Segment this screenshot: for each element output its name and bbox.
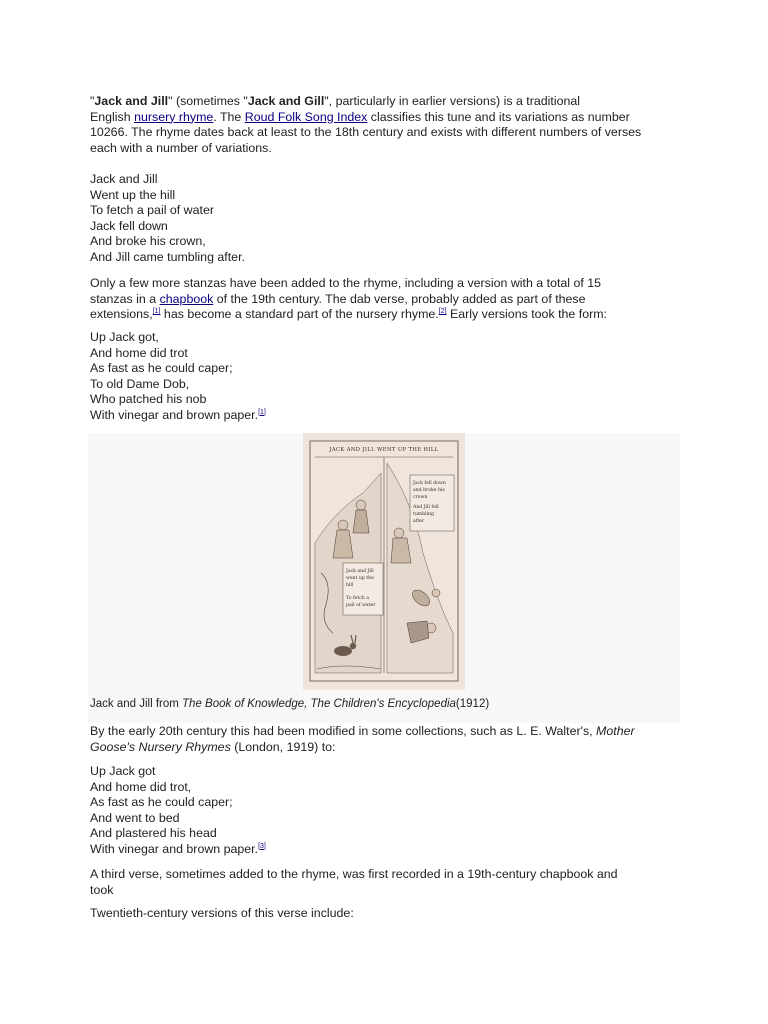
link-nursery-rhyme[interactable]: nursery rhyme <box>134 109 214 124</box>
panel-right-line: crown <box>413 495 428 500</box>
panel-right-line: Jack fell down <box>413 481 446 486</box>
verse-2 <box>90 330 686 423</box>
verse-line: And went to bed <box>90 810 180 825</box>
verse-line: Jack and Jill <box>90 172 158 186</box>
para-text: has become a standard part of the nursery rhyme. <box>160 307 439 321</box>
figure-caption <box>90 697 489 711</box>
ref-1-link[interactable]: [1] <box>258 408 266 416</box>
panel-left-line: To fetch a <box>346 596 369 601</box>
link-chapbook[interactable]: chapbook <box>159 291 214 306</box>
para-text: A third verse, sometimes added to the rhyme, was first recorded in a 19th-century chapbook and <box>90 867 618 881</box>
verse-line: To old Dame Dob, <box>90 376 190 391</box>
verse-line: As fast as he could caper; <box>90 361 233 375</box>
quote-mark: " <box>90 94 95 108</box>
verse-line: Up Jack got, <box>90 330 159 344</box>
book-title: Mother <box>596 724 635 738</box>
verse-line: And Jill came tumbling after. <box>90 249 245 264</box>
intro-text: English <box>90 109 135 124</box>
verse-text: With vinegar and brown paper. <box>90 407 259 422</box>
book-title: Goose's Nursery Rhymes <box>90 739 231 754</box>
jack-and-jill-illustration[interactable] <box>303 433 465 690</box>
panel-right-line: And Jill fell <box>413 505 439 510</box>
verse-line: Went up the hill <box>90 187 176 202</box>
panel-left-line: went up the <box>346 576 374 581</box>
paragraph-twentieth-century-versions <box>90 906 686 922</box>
verse-line: And home did trot <box>90 345 188 360</box>
panel-right-line: after <box>413 519 425 524</box>
verse-line: Jack fell down <box>90 218 168 233</box>
para-text: Early versions took the form: <box>446 307 607 321</box>
intro-paragraph <box>90 94 686 156</box>
verse-text: With vinegar and brown paper. <box>90 841 259 856</box>
para-text: stanzas in a <box>90 291 160 306</box>
intro-text: 10266. The rhyme dates back at least to the 18th century and exists with different numbers of verses <box>90 125 642 139</box>
verse-line: And plastered his head <box>90 826 217 840</box>
panel-left-line: hill <box>346 583 354 588</box>
para-text: Only a few more stanzas have been added to the rhyme, including a version with a total of 15 <box>90 276 602 290</box>
illustration-header: JACK AND JILL WENT UP THE HILL <box>329 447 439 453</box>
panel-left-line: pail of water <box>346 603 376 608</box>
para-text: By the early 20th century this had been modified in some collections, such as L. E. Walter's, <box>90 724 597 738</box>
link-roud-folk-song-index[interactable]: Roud Folk Song Index <box>244 109 368 124</box>
panel-right-line: tumbling <box>413 512 434 517</box>
intro-text: . The <box>213 109 245 124</box>
paragraph-stanzas <box>90 276 686 323</box>
para-text: Twentieth-century versions of this verse include: <box>90 906 354 920</box>
verse-line <box>90 842 686 858</box>
panel-left-line: Jack and Jill <box>346 569 374 574</box>
paragraph-20th-century <box>90 724 686 755</box>
ref-1-link[interactable]: [1] <box>152 308 161 315</box>
ref-3-link[interactable]: [3] <box>258 842 266 850</box>
verse-line: Who patched his nob <box>90 392 207 406</box>
caption-book-title: The Book of Knowledge, The Children's Encyclopedia <box>182 698 456 710</box>
verse-3 <box>90 764 686 857</box>
verse-line: Up Jack got <box>90 764 156 778</box>
para-text: (London, 1919) to: <box>230 739 336 754</box>
verse-line <box>90 408 686 424</box>
ref-2-link[interactable]: [2] <box>438 308 447 315</box>
para-text: took <box>90 882 114 897</box>
verse-line: And broke his crown, <box>90 234 206 248</box>
verse-line: As fast as he could caper; <box>90 795 233 809</box>
para-text: of the 19th century. The dab verse, probably added as part of these <box>213 291 586 306</box>
intro-text: classifies this tune and its variations as number <box>367 109 630 124</box>
verse-1 <box>90 172 686 265</box>
title-jack-and-jill: Jack and Jill <box>94 94 169 108</box>
intro-text: each with a number of variations. <box>90 140 272 155</box>
verse-line: To fetch a pail of water <box>90 203 214 217</box>
caption-year: (1912) <box>455 698 490 710</box>
caption-text: Jack and Jill from <box>90 698 183 710</box>
intro-text: ", particularly in earlier versions) is a traditional <box>324 94 581 108</box>
verse-line: And home did trot, <box>90 779 192 794</box>
para-text: extensions, <box>90 307 153 321</box>
paragraph-third-verse <box>90 867 686 898</box>
figure <box>88 433 680 723</box>
intro-text: " (sometimes " <box>168 94 248 108</box>
panel-right-line: and broke his <box>413 488 445 493</box>
title-jack-and-gill: Jack and Gill <box>247 94 325 108</box>
